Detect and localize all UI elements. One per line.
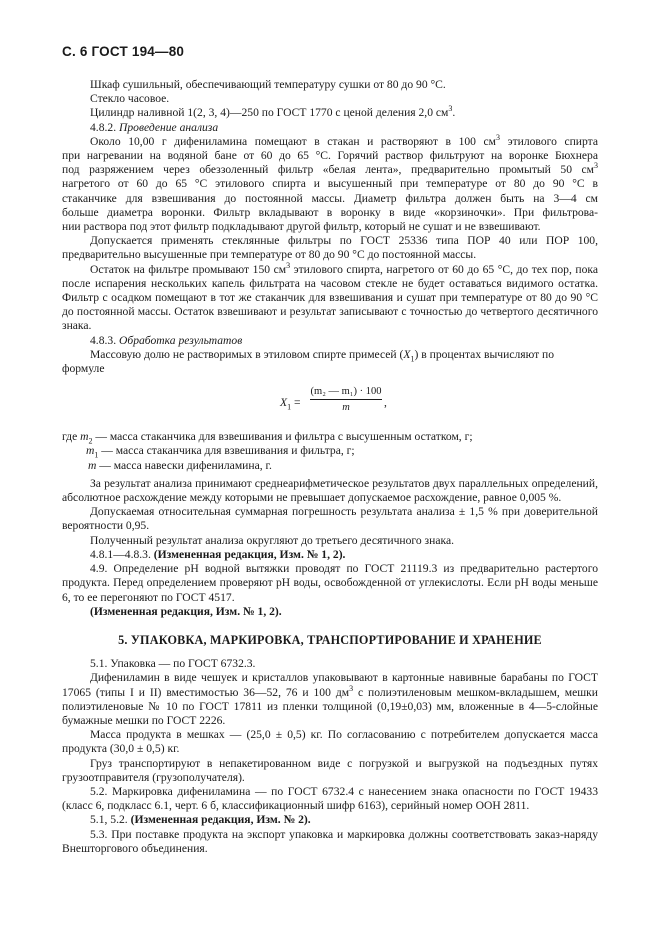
document-body — [62, 78, 598, 856]
paragraph-5-2: 5.2. Маркировка дифениламина — по ГОСТ 6732.4 с нанесением знака опасности по ГОСТ 19433 (класс 6, подкласс 6.1, черт. 6 б, классификационный шифр 6163), серийный номер ООН 2811. — [62, 784, 598, 813]
fraction-bar — [310, 399, 382, 400]
paragraph-glass-filters: Допускается применять стеклянные фильтры по ГОСТ 25336 типа ПОР 40 или ПОР 100, предварительно высушенные при температуре от 80 до 90 °С до постоянной массы. — [62, 234, 598, 262]
paragraph-rounding: Полученный результат анализа округляют до третьего десятичного знака. — [90, 533, 454, 547]
paragraph-analysis-line5: стаканчике для взвешивания до постоянной массы. Диаметр фильтра должен быть на 3—4 см — [62, 191, 598, 205]
where-m2: где $m_2$ — масса стаканчика для взвешивания и фильтра с высушенным остатком, г; — [62, 430, 473, 446]
paragraph-filter-residue: Остаток на фильтре промывают 150 $см^3$ этилового спирта, нагретого от 60 до 65 °С, до тех пор, пока после испарения нескольких капель фильтрата на часовом стекле не будет оставаться видимого остатка. Фильтр с осадком помещают в тот же стаканчик для взвешивания и сушат при температуре от 80 до 90 °С до постоянной массы. Остаток взвешивают и результат записывают с точностью до четвертого десятичного знака. — [62, 260, 598, 333]
paragraph-analysis-line6: больше диаметра воронки. Фильтр вкладывают в воронку в виде «корзиночки». При фильтрова- — [62, 205, 598, 219]
paragraph-error: Допускаемая относительная суммарная погрешность результата анализа ± 1,5 % при доверительной вероятности 0,95. — [62, 505, 598, 533]
paragraph-analysis-line1: Около 10,00 г дифениламина помещают в стакан и растворяют в 100 $см^3$ этилового спирта — [90, 132, 599, 148]
paragraph-5-1: 5.1. Упаковка — по ГОСТ 6732.3. — [90, 657, 256, 671]
paragraph-analysis-line4: нагретого от 60 до 65 °С этилового спирта и высушенный при температуре от 80 до 90 °С в — [62, 177, 598, 191]
where-m1: $m_1$ — масса стаканчика для взвешивания и фильтра, г; — [86, 444, 355, 460]
paragraph-analysis-line7: нии раствора под этот фильтр подкладывают другой фильтр, который не сушат и не взвешивают. — [62, 220, 541, 234]
formula-lhs: $X_1$ = — [280, 396, 301, 412]
paragraph-bag-mass: Масса продукта в мешках — (25,0 ± 0,5) кг. По согласованию с потребителем допускается масса продукта (30,0 ± 0,5) кг. — [62, 728, 598, 756]
paragraph-cylinder: Цилиндр наливной 1(2, 3, 4)—250 по ГОСТ 1770 с ценой деления 2,0 $см^3$. — [90, 104, 456, 120]
paragraph-transport: Груз транспортируют в непакетированном виде с погрузкой и выгрузкой на подъездных путях грузоотправителя (грузополучателя). — [62, 756, 598, 784]
paragraph-amendment-4-9: (Измененная редакция, Изм. № 1, 2). — [90, 604, 282, 618]
formula-comma: , — [384, 396, 387, 410]
paragraph-formula-word: формуле — [62, 362, 105, 376]
paragraph-amendment-4-8: 4.8.1—4.8.3. (Измененная редакция, Изм. № 1, 2). — [90, 547, 346, 561]
paragraph-watch-glass: Стекло часовое. — [90, 92, 170, 106]
paragraph-packaging: Дифениламин в виде чешуек и кристаллов упаковывают в картонные навивные барабаны по ГОСТ 17065 (типы I и II) вместимостью 36—52, 76 и 100 $дм^3$ с полиэтиленовым мешком-вкладышем, мешки полиэтиленовые № 10 по ГОСТ 17811 из пленки толщиной (0,19±0,03) мм, вложенные в 4—5-слойные бумажные мешки по ГОСТ 2226. — [62, 671, 598, 727]
paragraph-drying-cabinet: Шкаф сушильный, обеспечивающий температуру сушки от 80 до 90 °С. — [90, 78, 446, 91]
paragraph-5-3: 5.3. При поставке продукта на экспорт упаковка и маркировка должны соответствовать заказ-наряду Внешторгового объединения. — [62, 827, 598, 855]
paragraph-result-mean: За результат анализа принимают среднеарифметическое результатов двух параллельных определений, абсолютное расхождение между которыми не превышает допускаемое расхождение, равное 0,005 %. — [62, 476, 598, 505]
formula-numerator: (m₂ — m₁) · 100 — [310, 386, 382, 398]
section-5-title: 5. УПАКОВКА, МАРКИРОВКА, ТРАНСПОРТИРОВАНИЕ И ХРАНЕНИЕ — [118, 632, 542, 647]
where-m: m — масса навески дифениламина, г. — [88, 458, 272, 472]
paragraph-ph: 4.9. Определение pH водной вытяжки проводят по ГОСТ 21119.3 из предварительно растертого продукта. Перед определением проверяют pH воды, освобожденной от углекислоты. Если pH воды меньше 6, то ее перегоняют по ГОСТ 4517. — [62, 562, 598, 604]
formula-denominator: m — [342, 402, 350, 414]
paragraph-analysis-line3: под разряжением через обеззоленный фильтр «белая лента», предварительно промытый 50 $см^3$ — [62, 161, 598, 177]
formula-fraction — [310, 385, 382, 414]
paragraph-analysis-line2: при нагревании на водяной бане от 60 до 65 °С. Горячий раствор фильтруют на воронке Бюхнера — [62, 149, 598, 163]
paragraph-amendment-5: 5.1, 5.2. (Измененная редакция, Изм. № 2). — [90, 813, 311, 827]
paragraph-mass-fraction: Массовую долю не растворимых в этиловом спирте примесей $(X_1)$ в процентах вычисляют по — [90, 347, 555, 364]
subsection-4-8-2: 4.8.2. Проведение анализа — [90, 120, 219, 134]
formula — [62, 382, 598, 426]
subsection-4-8-3: 4.8.3. Обработка результатов — [90, 333, 243, 347]
page-header: С. 6 ГОСТ 194—80 — [62, 44, 185, 59]
